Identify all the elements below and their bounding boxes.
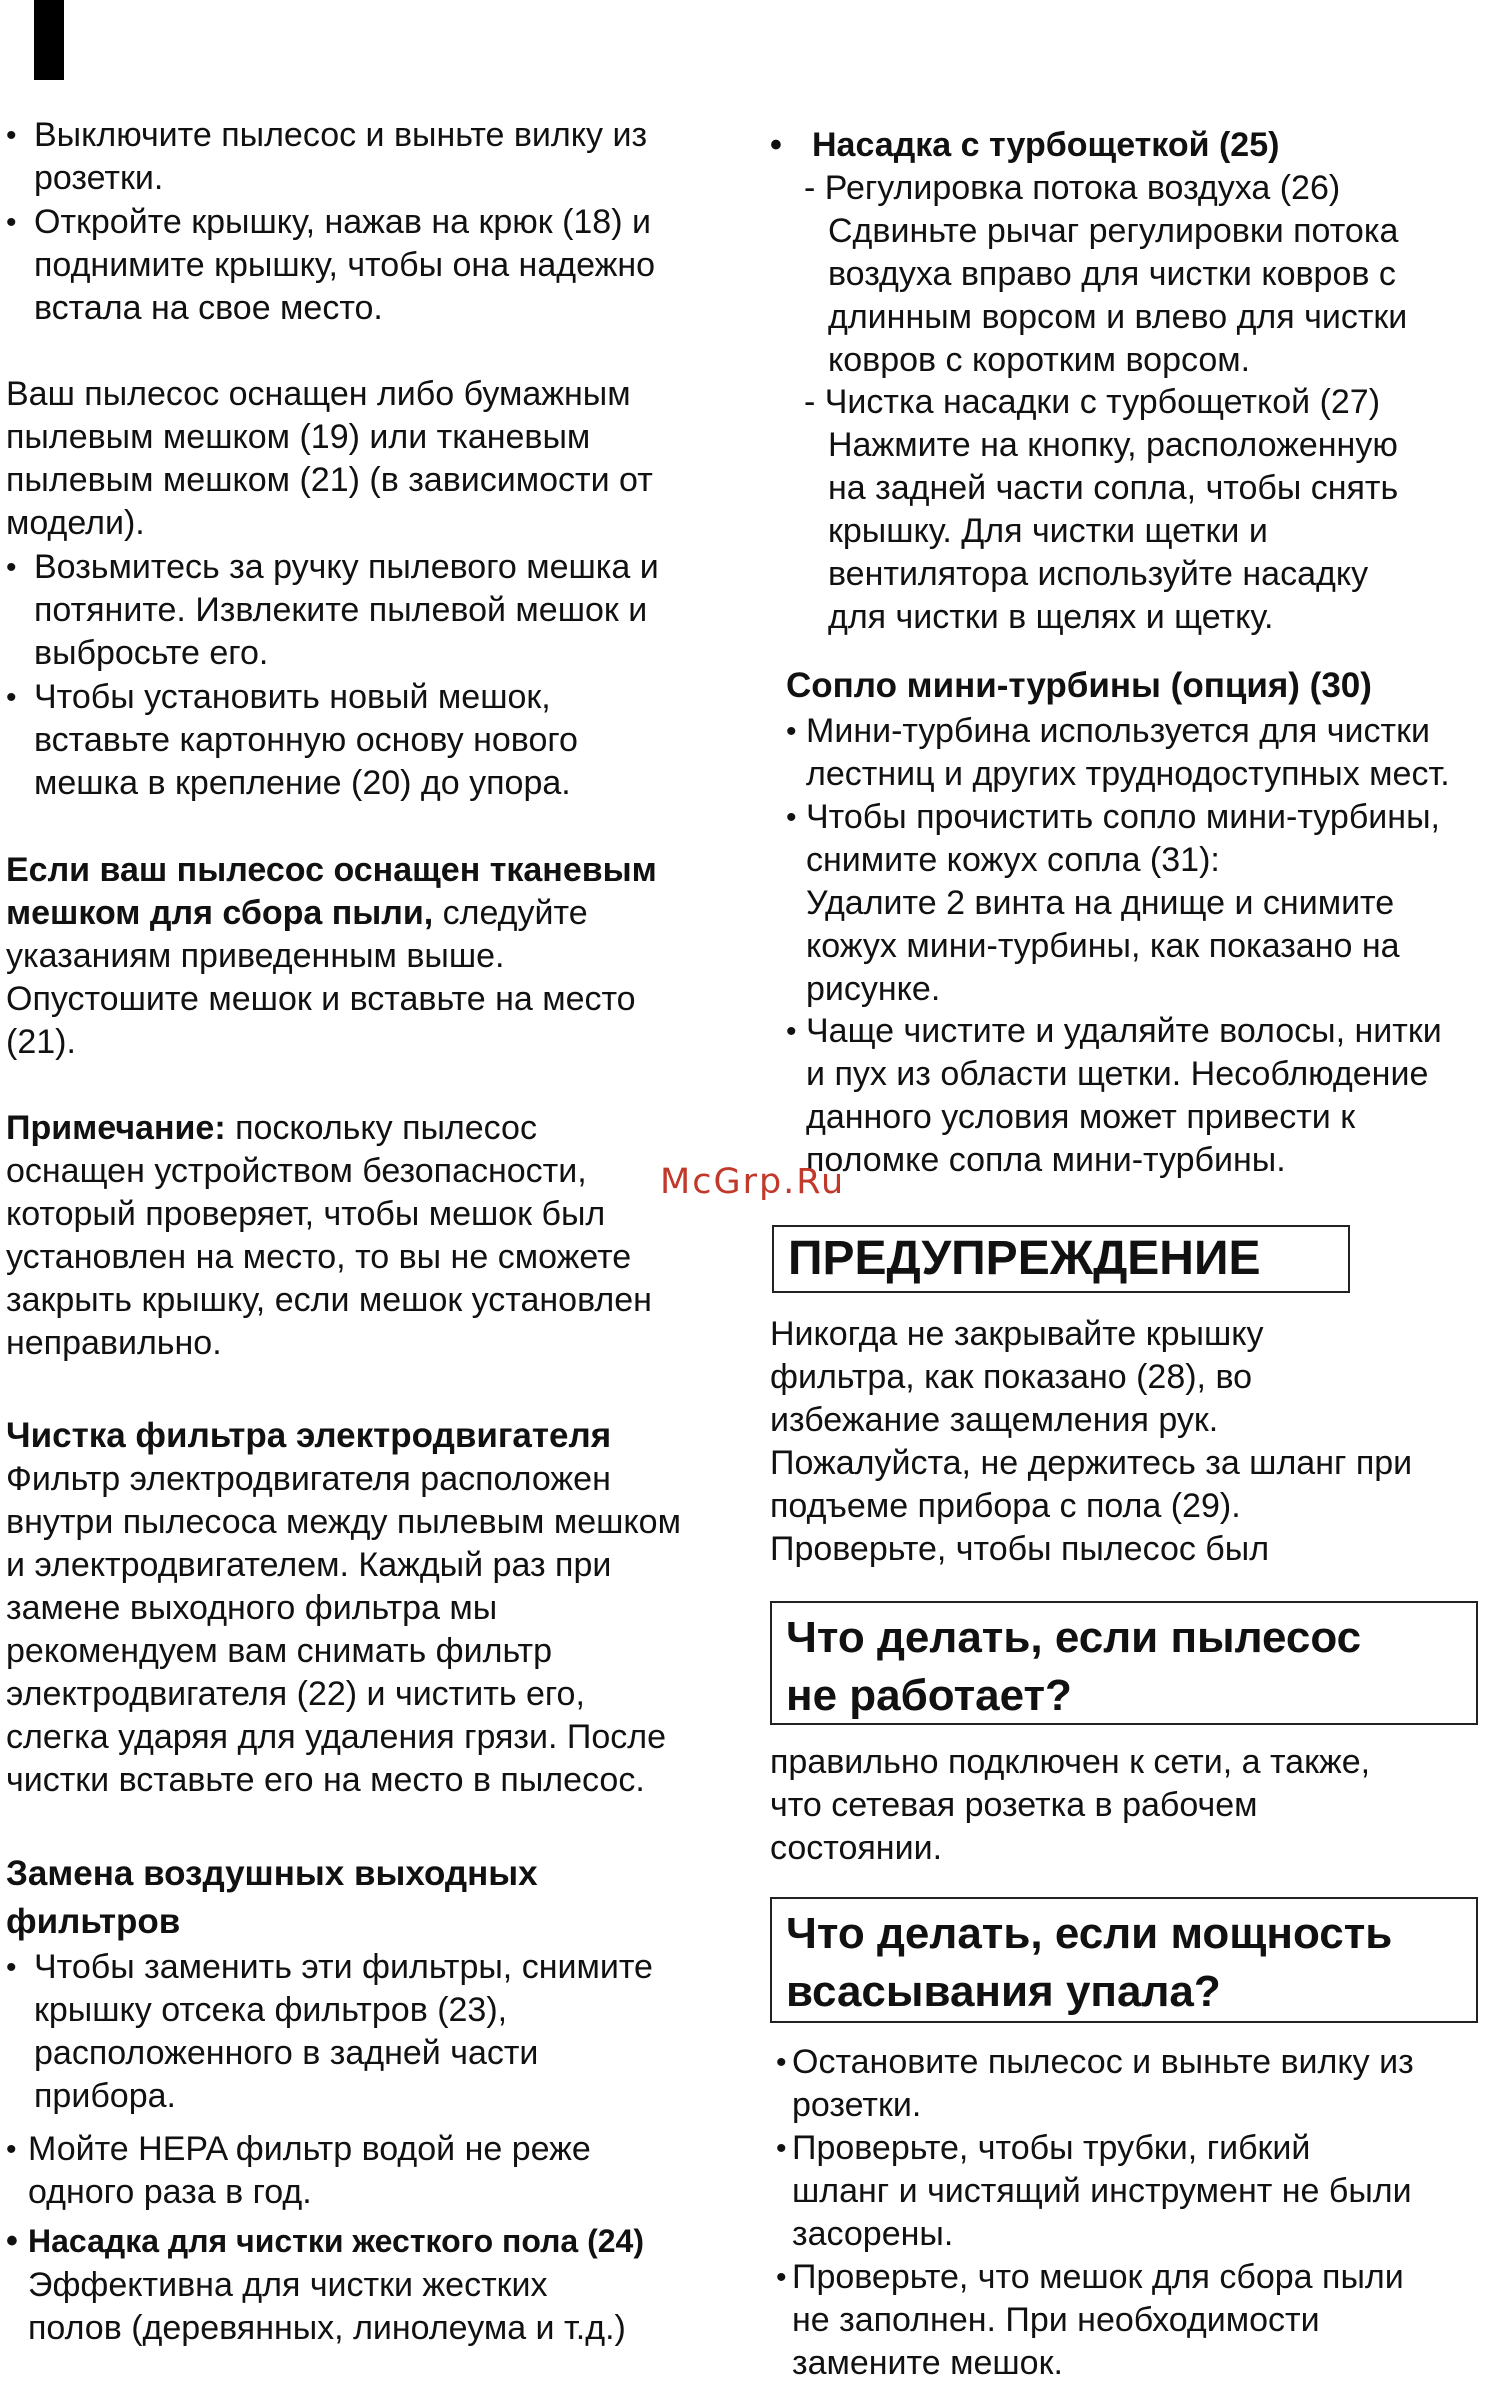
instruction-unplug: Выключите пылесос и выньте вилку из розетки. [34, 116, 648, 197]
bullet: • [6, 119, 17, 152]
warning-title: ПРЕДУПРЕЖДЕНИЕ [788, 1232, 1261, 1285]
turbo-brush-title: Насадка с турбощеткой (25) [812, 126, 1280, 164]
bullet: • [776, 2132, 787, 2165]
bullet: • [6, 2133, 17, 2166]
suction-check-hoses: Проверьте, чтобы трубки, гибкий шланг и чистящий инструмент не были засорены. [792, 2129, 1412, 2253]
faq-not-working-title: Что делать, если пылесос не работает? [786, 1613, 1362, 1720]
page-edge-marker [34, 0, 64, 80]
cloth-bag-text: следуйте указаниям приведенным выше. Опустошите мешок и вставьте на место (21). [6, 894, 636, 1061]
bullet: • [776, 2261, 787, 2294]
instruction-open-lid: Откройте крышку, нажав на крюк (18) и поднимите крышку, чтобы она надежно встала на свое место. [34, 203, 656, 327]
note-text: поскольку пылесос оснащен устройством безопасности, который проверяет, чтобы мешок был установлен на место, то вы не сможете закрыть крышку, если мешок установлен неправильно. [6, 1109, 652, 1362]
mini-turbo-cleaning: Чтобы прочистить сопло мини-турбины, снимите кожух сопла (31): Удалите 2 винта на днище и снимите кожух мини-турбины, как показано на рисунке. [806, 798, 1440, 1008]
faq-not-working-text: правильно подключен к сети, а также, что сетевая розетка в рабочем состоянии. [770, 1743, 1371, 1867]
bullet: • [6, 681, 17, 714]
paragraph-note [6, 1107, 652, 1365]
turbo-cleaning-text: Нажмите на кнопку, расположенную на задней части сопла, чтобы снять крышку. Для чистки щетки и вентилятора используйте насадку для чистки в щелях и щетку. [828, 426, 1399, 636]
heading-motor-filter: Чистка фильтра электродвигателя [6, 1416, 612, 1455]
airflow-adjust-text: Сдвиньте рычаг регулировки потока воздуха вправо для чистки ковров с длинным ворсом и влево для чистки ковров с коротким ворсом. [828, 212, 1408, 379]
mini-turbo-hair: Чаще чистите и удаляйте волосы, нитки и пух из области щетки. Несоблюдение данного условия может привести к поломке сопла мини-турбины. [806, 1012, 1442, 1179]
instruction-install-bag: Чтобы установить новый мешок, вставьте картонную основу нового мешка в крепление (20) до упора. [34, 678, 578, 802]
watermark-text: McGrp.Ru [660, 1162, 846, 1202]
note-label: Примечание: [6, 1109, 226, 1147]
suction-stop-unplug: Остановите пылесос и выньте вилку из розетки. [792, 2043, 1414, 2124]
bullet: • [6, 2222, 18, 2260]
bullet: • [6, 1951, 17, 1984]
faq-not-working-box [770, 1601, 1478, 1725]
bullet: • [6, 206, 17, 239]
heading-exhaust-filters: Замена воздушных выходных фильтров [6, 1854, 538, 1941]
bullet: • [786, 1015, 797, 1048]
suction-check-bag: Проверьте, что мешок для сбора пыли не заполнен. При необходимости замените мешок. [792, 2258, 1404, 2382]
bullet: • [776, 2046, 787, 2079]
paragraph-bag-types: Ваш пылесос оснащен либо бумажным пылевым мешком (19) или тканевым пылевым мешком (21) (в зависимости от модели). [6, 375, 653, 542]
airflow-adjust-heading: - Регулировка потока воздуха (26) [804, 169, 1341, 207]
heading-mini-turbo: Сопло мини-турбины (опция) (30) [786, 666, 1372, 705]
bullet: • [786, 715, 797, 748]
hard-floor-nozzle-title: Насадка для чистки жесткого пола (24) [28, 2223, 644, 2259]
warning-text: Никогда не закрывайте крышку фильтра, как показано (28), во избежание защемления рук. Пожалуйста, не держитесь за шланг при подъеме прибора с пола (29). Проверьте, чтобы пылесос был [770, 1315, 1413, 1568]
warning-box [772, 1225, 1350, 1293]
turbo-cleaning-heading: - Чистка насадки с турбощеткой (27) [804, 383, 1381, 421]
hard-floor-nozzle-text: Эффективна для чистки жестких полов (деревянных, линолеума и т.д.) [28, 2266, 626, 2347]
bullet: • [770, 126, 782, 164]
paragraph-motor-filter: Фильтр электродвигателя расположен внутри пылесоса между пылевым мешком и электродвигателем. Каждый раз при замене выходного фильтра мы рекомендуем вам снимать фильтр электродвигателя (22) и чистить его, слегка ударяя для удаления грязи. После чистки вставьте его на место в пылесос. [6, 1460, 681, 1799]
faq-suction-title: Что делать, если мощность всасывания упала? [786, 1909, 1393, 2016]
paragraph-cloth-bag [6, 849, 657, 1064]
bullet: • [786, 801, 797, 834]
mini-turbo-usage: Мини-турбина используется для чистки лестниц и других труднодоступных мест. [806, 712, 1450, 793]
cloth-bag-lead: Если ваш пылесос оснащен тканевым мешком для сбора пыли, [6, 851, 657, 932]
instruction-replace-filters: Чтобы заменить эти фильтры, снимите крышку отсека фильтров (23), расположенного в задней части прибора. [34, 1948, 653, 2115]
instruction-remove-bag: Возьмитесь за ручку пылевого мешка и потяните. Извлеките пылевой мешок и выбросьте его. [34, 548, 659, 672]
instruction-wash-hepa: Мойте HEPA фильтр водой не реже одного раза в год. [28, 2130, 591, 2211]
bullet: • [6, 551, 17, 584]
faq-suction-box [770, 1897, 1478, 2023]
